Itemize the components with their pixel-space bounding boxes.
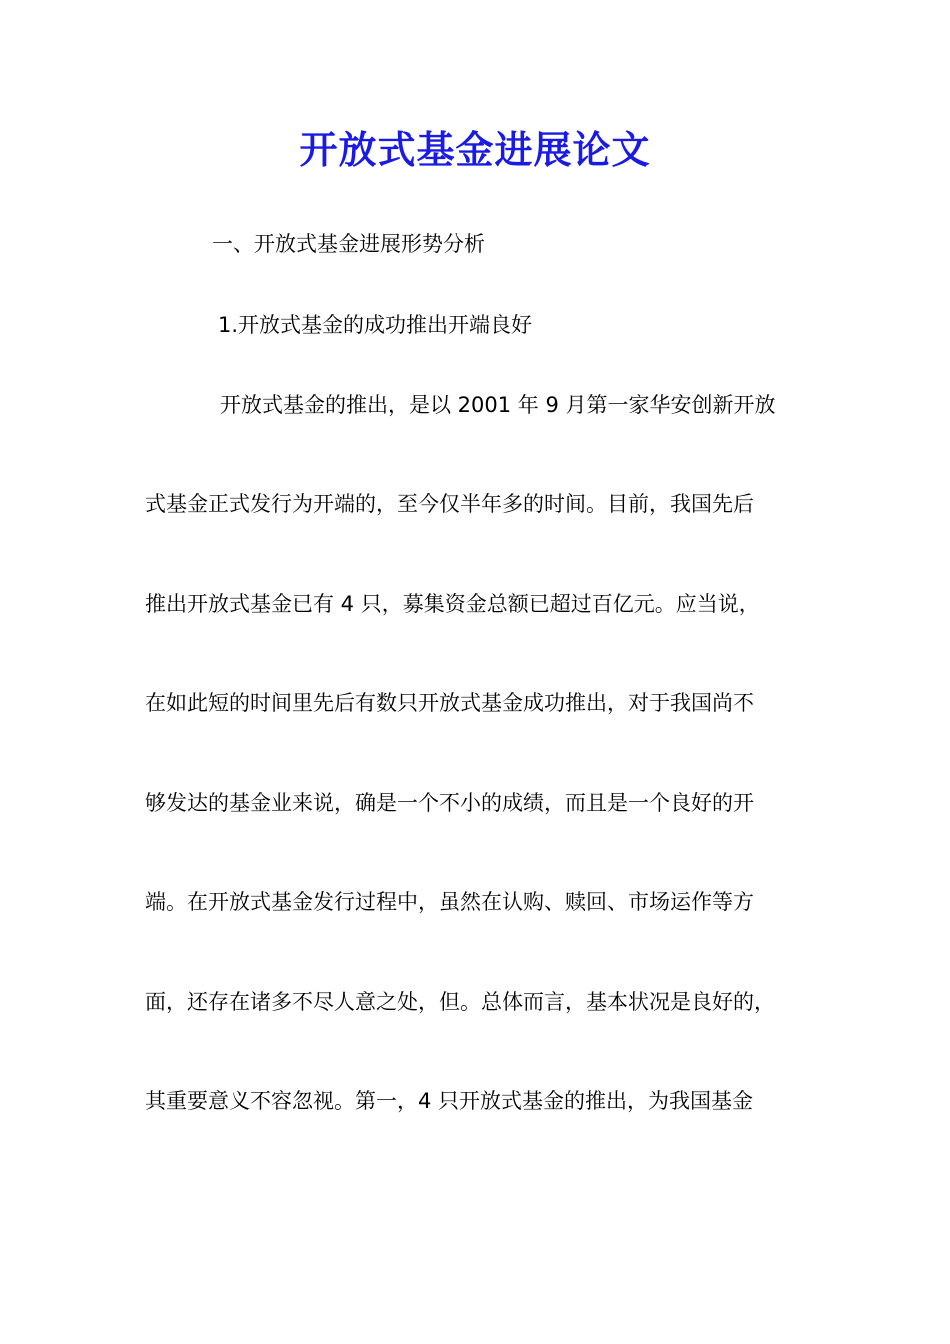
- section-heading: 一、开放式基金进展形势分析: [212, 232, 485, 256]
- paragraph-line: 其重要意义不容忽视。第一，4 只开放式基金的推出，为我国基金: [145, 1089, 754, 1113]
- subsection-heading: 1.开放式基金的成功推出开端良好: [218, 313, 533, 337]
- paragraph-line: 式基金正式发行为开端的，至今仅半年多的时间。目前，我国先后: [145, 492, 754, 516]
- paragraph-line: 在如此短的时间里先后有数只开放式基金成功推出，对于我国尚不: [145, 691, 754, 715]
- document-title: 开放式基金进展论文: [299, 127, 651, 172]
- paragraph-line: 推出开放式基金已有 4 只，募集资金总额已超过百亿元。应当说，: [145, 592, 760, 616]
- paragraph-line: 够发达的基金业来说，确是一个不小的成绩，而且是一个良好的开: [145, 791, 754, 815]
- paragraph-line: 开放式基金的推出，是以 2001 年 9 月第一家华安创新开放: [220, 393, 776, 417]
- paragraph-line: 面，还存在诸多不尽人意之处，但。总体而言，基本状况是良好的，: [145, 990, 775, 1014]
- paragraph-line: 端。在开放式基金发行过程中，虽然在认购、赎回、市场运作等方: [145, 890, 754, 914]
